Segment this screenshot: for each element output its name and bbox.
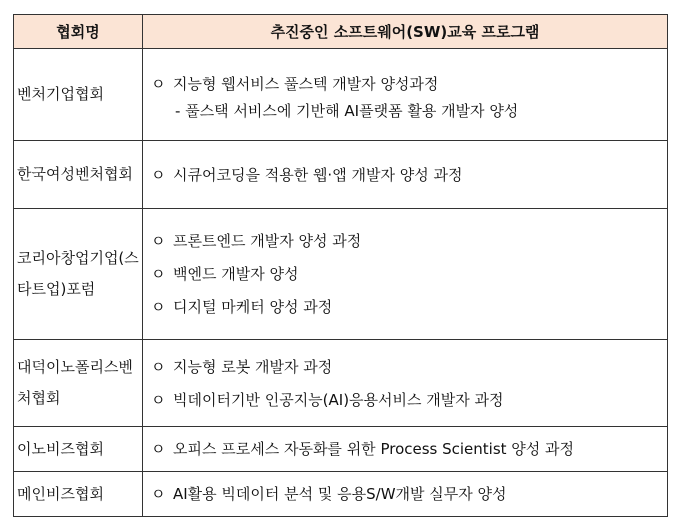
program-text: 오피스 프로세스 자동화를 위한 Process Scientist 양성 과정 (173, 440, 575, 458)
table-row (14, 472, 668, 517)
program-cell (143, 427, 668, 472)
program-cell (143, 141, 668, 209)
program-cell (143, 340, 668, 427)
header-row (14, 15, 668, 49)
bullet-marker: ㅇ (151, 357, 166, 376)
program-item (151, 164, 667, 186)
program-text: AI활용 빅데이터 분석 및 응용S/W개발 실무자 양성 (173, 485, 507, 503)
table-row (14, 209, 668, 340)
program-text: 백엔드 개발자 양성 (173, 265, 299, 283)
program-text: 지능형 로봇 개발자 과정 (173, 357, 333, 376)
program-text: 빅데이터기반 인공지능(AI)응용서비스 개발자 과정 (173, 390, 504, 409)
bullet-marker: ㅇ (151, 390, 166, 409)
program-cell (143, 472, 668, 517)
program-text: 디지털 마케터 양성 과정 (173, 298, 333, 316)
program-text: 프론트엔드 개발자 양성 과정 (173, 232, 362, 250)
program-item (151, 230, 667, 252)
bullet-marker: ㅇ (151, 298, 166, 316)
program-item (151, 389, 667, 411)
program-item (151, 296, 667, 318)
association-name: 메인비즈협회 (14, 472, 143, 517)
bullet-marker: ㅇ (151, 232, 166, 250)
header-programs: 추진중인 소프트웨어(SW)교육 프로그램 (143, 15, 668, 49)
association-name: 이노비즈협회 (14, 427, 143, 472)
program-cell (143, 209, 668, 340)
program-table (13, 14, 668, 517)
program-sub-item (151, 100, 667, 122)
program-item (151, 483, 667, 505)
bullet-marker: ㅇ (151, 485, 166, 503)
table-row (14, 141, 668, 209)
program-sub-text: 풀스택 서비스에 기반해 AI플랫폼 활용 개발자 양성 (185, 101, 519, 120)
bullet-marker: ㅇ (151, 74, 166, 93)
bullet-marker: ㅇ (151, 265, 166, 283)
sub-bullet-marker: - (175, 101, 181, 120)
program-item (151, 438, 667, 460)
program-item (151, 356, 667, 378)
association-name: 벤처기업협회 (14, 49, 143, 141)
program-cell (143, 49, 668, 141)
table-row (14, 340, 668, 427)
header-association: 협회명 (14, 15, 143, 49)
association-name: 한국여성벤처협회 (14, 141, 143, 209)
bullet-marker: ㅇ (151, 440, 166, 458)
program-item (151, 73, 667, 95)
program-item (151, 263, 667, 285)
association-name: 코리아창업기업(스타트업)포럼 (14, 209, 143, 340)
association-name: 대덕이노폴리스벤처협회 (14, 340, 143, 427)
program-text: 지능형 웹서비스 풀스텍 개발자 양성과정 (173, 74, 439, 93)
bullet-marker: ㅇ (151, 165, 166, 184)
table-row (14, 427, 668, 472)
program-text: 시큐어코딩을 적용한 웹·앱 개발자 양성 과정 (173, 165, 463, 184)
table-row (14, 49, 668, 141)
